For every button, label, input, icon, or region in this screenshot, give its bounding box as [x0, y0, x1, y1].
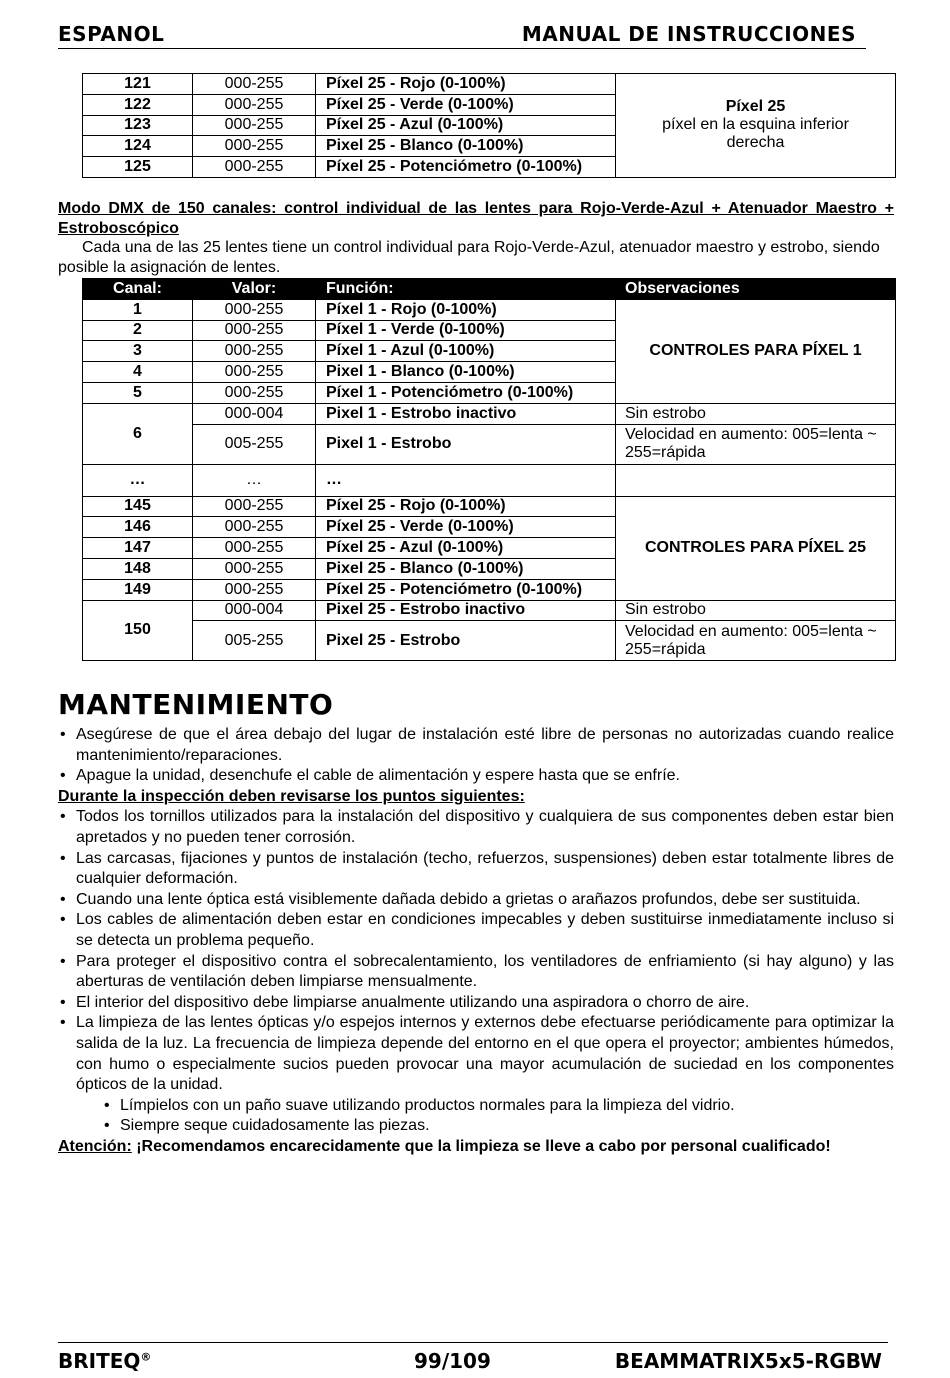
table-row	[83, 74, 896, 95]
obs-title: Píxel 25	[725, 98, 786, 116]
header-language: ESPANOL	[58, 22, 165, 46]
function-cell: Pixel 1 - Blanco (0-100%)	[316, 362, 616, 383]
list-item: • Cuando una lente óptica está visiblemente dañada debido a grietas o arañazos profundos, debe ser sustituida.	[58, 890, 894, 911]
function-cell: Píxel 25 - Azul (0-100%)	[316, 115, 616, 136]
value-cell: 000-255	[193, 74, 316, 95]
maintenance-heading: MANTENIMIENTO	[58, 688, 334, 721]
list-item: • Todos los tornillos utilizados para la instalación del dispositivo y cualquiera de sus componentes deben estar bien apretados y no pueden tener corrosión.	[58, 807, 894, 848]
function-cell: Píxel 1 - Rojo (0-100%)	[316, 299, 616, 320]
value-cell: 005-255	[193, 424, 316, 464]
list-item: • Límpielos con un paño suave utilizando productos normales para la limpieza del vidrio.	[102, 1096, 894, 1117]
channel-cell: 146	[83, 517, 193, 538]
function-cell: Pixel 25 - Estrobo inactivo	[316, 600, 616, 621]
value-cell: 000-255	[193, 382, 316, 403]
registered-mark: ®	[140, 1350, 152, 1364]
value-cell: 000-255	[193, 157, 316, 178]
value-cell: 000-004	[193, 403, 316, 424]
value-cell: 000-255	[193, 320, 316, 341]
observation-cell: Sin estrobo	[616, 403, 896, 424]
maintenance-list-general	[58, 725, 894, 787]
list-item: • Asegúrese de que el área debajo del lugar de instalación esté libre de personas no autorizadas cuando realice mantenimiento/reparaciones.	[58, 725, 894, 766]
value-cell: 005-255	[193, 621, 316, 661]
function-cell: …	[316, 464, 616, 496]
list-item: • Siempre seque cuidadosamente las piezas.	[102, 1116, 894, 1137]
attention-text: ¡Recomendamos encarecidamente que la limpieza se lleve a cabo por personal cualificado!	[131, 1137, 831, 1155]
observation-cell	[616, 74, 896, 178]
inspection-heading: Durante la inspección deben revisarse los puntos siguientes:	[58, 787, 525, 805]
attention-label: Atención:	[58, 1137, 132, 1155]
table-row	[83, 621, 896, 661]
table-header-row	[83, 279, 896, 300]
channel-cell: 149	[83, 579, 193, 600]
header-manual-title: MANUAL DE INSTRUCCIONES	[521, 22, 856, 46]
page-header	[58, 20, 866, 49]
function-cell: Pixel 25 - Blanco (0-100%)	[316, 558, 616, 579]
function-cell: Píxel 25 - Potenciómetro (0-100%)	[316, 579, 616, 600]
function-cell: Píxel 25 - Verde (0-100%)	[316, 94, 616, 115]
footer-model: BEAMMATRIX5x5-RGBW	[614, 1349, 882, 1373]
value-cell: 000-255	[193, 496, 316, 517]
function-cell: Píxel 1 - Potenciómetro (0-100%)	[316, 382, 616, 403]
maintenance-sublist	[58, 1096, 894, 1137]
list-item: • Las carcasas, fijaciones y puntos de instalación (techo, refuerzos, suspensiones) deben estar totalmente libres de cualquier deformación.	[58, 849, 894, 890]
value-cell: 000-255	[193, 579, 316, 600]
channel-cell: 2	[83, 320, 193, 341]
channel-cell: 121	[83, 74, 193, 95]
value-cell: 000-255	[193, 115, 316, 136]
channel-cell: 1	[83, 299, 193, 320]
header-valor: Valor:	[193, 279, 316, 300]
maintenance-list-inspection	[58, 807, 894, 1095]
value-cell: 000-004	[193, 600, 316, 621]
value-cell: 000-255	[193, 558, 316, 579]
observation-cell: Sin estrobo	[616, 600, 896, 621]
channel-cell: 148	[83, 558, 193, 579]
function-cell: Pixel 25 - Blanco (0-100%)	[316, 136, 616, 157]
table-row	[83, 403, 896, 424]
table-row	[83, 464, 896, 496]
value-cell: 000-255	[193, 341, 316, 362]
value-cell: 000-255	[193, 299, 316, 320]
function-cell: Píxel 25 - Azul (0-100%)	[316, 538, 616, 559]
function-cell: Pixel 25 - Estrobo	[316, 621, 616, 661]
observation-cell: Velocidad en aumento: 005=lenta ~ 255=rápida	[616, 621, 896, 661]
channel-cell: 123	[83, 115, 193, 136]
table-row	[83, 600, 896, 621]
channel-cell: 125	[83, 157, 193, 178]
channel-cell: 150	[83, 600, 193, 661]
function-cell: Píxel 1 - Verde (0-100%)	[316, 320, 616, 341]
channel-cell: …	[83, 464, 193, 496]
mode-title: Modo DMX de 150 canales: control individual de las lentes para Rojo-Verde-Azul + Atenuador Maestro + Estroboscópico	[58, 200, 894, 237]
function-cell: Píxel 25 - Rojo (0-100%)	[316, 74, 616, 95]
channel-cell: 4	[83, 362, 193, 383]
header-funcion: Función:	[316, 279, 616, 300]
dmx-table-150ch	[82, 278, 896, 661]
observation-cell: CONTROLES PARA PÍXEL 25	[616, 496, 896, 600]
function-cell: Píxel 1 - Azul (0-100%)	[316, 341, 616, 362]
list-item: • Para proteger el dispositivo contra el sobrecalentamiento, los ventiladores de enfriamiento (si hay alguno) y las aberturas de ventilación deben limpiarse mensualmente.	[58, 952, 894, 993]
mode-description: Cada una de las 25 lentes tiene un control individual para Rojo-Verde-Azul, atenuador maestro y estrobo, siendo posible la asignación de lentes.	[58, 239, 880, 276]
function-cell: Pixel 1 - Estrobo inactivo	[316, 403, 616, 424]
channel-cell: 122	[83, 94, 193, 115]
observation-cell	[616, 464, 896, 496]
list-item: • Apague la unidad, desenchufe el cable de alimentación y espere hasta que se enfríe.	[58, 766, 894, 787]
attention-note	[58, 1137, 894, 1158]
observation-cell: Velocidad en aumento: 005=lenta ~ 255=rápida	[616, 424, 896, 464]
value-cell: 000-255	[193, 517, 316, 538]
page-footer	[58, 1342, 888, 1373]
function-cell: Pixel 1 - Estrobo	[316, 424, 616, 464]
brand-name: BRITEQ	[58, 1349, 141, 1373]
value-cell: 000-255	[193, 362, 316, 383]
footer-brand	[58, 1349, 151, 1373]
channel-cell: 147	[83, 538, 193, 559]
channel-cell: 124	[83, 136, 193, 157]
function-cell: Píxel 25 - Verde (0-100%)	[316, 517, 616, 538]
header-canal: Canal:	[83, 279, 193, 300]
value-cell: …	[193, 464, 316, 496]
table-row	[83, 496, 896, 517]
list-item: • El interior del dispositivo debe limpiarse anualmente utilizando una aspiradora o chorro de aire.	[58, 993, 894, 1014]
value-cell: 000-255	[193, 538, 316, 559]
page-number: 99/109	[414, 1349, 491, 1373]
table-row	[83, 424, 896, 464]
maintenance-section	[58, 725, 894, 1157]
function-cell: Píxel 25 - Rojo (0-100%)	[316, 496, 616, 517]
header-observaciones: Observaciones	[616, 279, 896, 300]
channel-cell: 145	[83, 496, 193, 517]
dmx-table-continuation	[82, 73, 896, 178]
obs-text: píxel en la esquina inferior derecha	[662, 116, 849, 152]
function-cell: Píxel 25 - Potenciómetro (0-100%)	[316, 157, 616, 178]
value-cell: 000-255	[193, 94, 316, 115]
observation-cell: CONTROLES PARA PÍXEL 1	[616, 299, 896, 403]
channel-cell: 5	[83, 382, 193, 403]
list-item: • Los cables de alimentación deben estar en condiciones impecables y deben sustituirse inmediatamente incluso si se detecta un problema pequeño.	[58, 910, 894, 951]
table-row	[83, 299, 896, 320]
channel-cell: 3	[83, 341, 193, 362]
list-item: • La limpieza de las lentes ópticas y/o espejos internos y externos debe efectuarse periódicamente para optimizar la salida de la luz. La frecuencia de limpieza depende del entorno en el que opera el proyector; ambientes húmedos, con humo o especialmente sucios pueden provocar una mayor acumulación de suciedad en los componentes ópticos de la unidad.	[58, 1013, 894, 1095]
channel-cell: 6	[83, 403, 193, 464]
value-cell: 000-255	[193, 136, 316, 157]
